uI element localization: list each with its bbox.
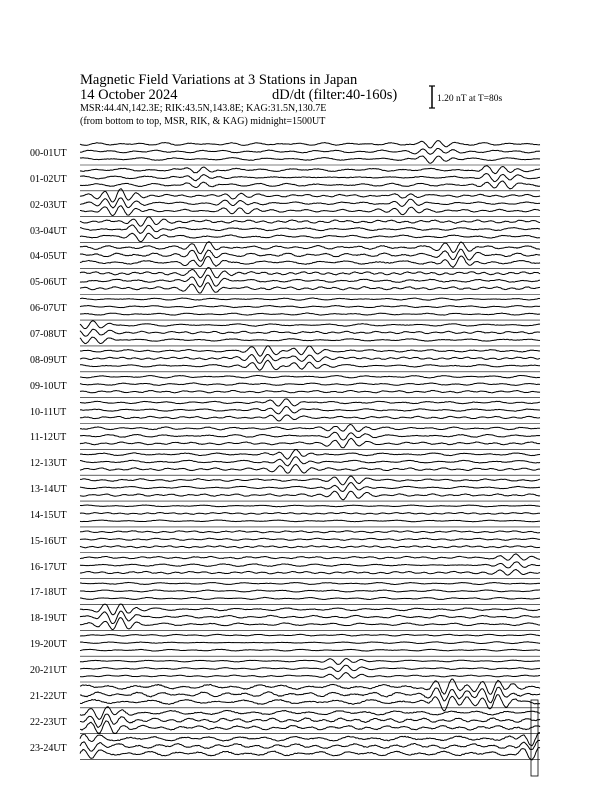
hour-label: 05-06UT [30,277,67,289]
trace-KAG-08-09UT [80,346,540,357]
hour-label: 21-22UT [30,690,67,702]
hour-label: 07-08UT [30,328,67,340]
station-order-note: (from bottom to top, MSR, RIK, & KAG) midnight=1500UT [80,116,326,127]
chart-quantity: dD/dt (filter:40-160s) [272,87,398,103]
trace-RIK-18-19UT [80,611,540,624]
trace-KAG-09-10UT [80,375,540,378]
trace-RIK-20-21UT [80,665,540,671]
trace-KAG-06-07UT [80,298,540,300]
trace-RIK-14-15UT [80,512,540,514]
trace-MSR-17-18UT [80,597,540,599]
hour-label: 12-13UT [30,458,67,470]
trace-KAG-05-06UT [80,268,540,278]
trace-MSR-21-22UT [80,695,540,711]
trace-MSR-19-20UT [80,649,540,651]
trace-MSR-16-17UT [80,569,540,575]
trace-RIK-09-10UT [80,383,540,386]
trace-MSR-14-15UT [80,520,540,522]
hour-label: 06-07UT [30,303,67,315]
trace-KAG-01-02UT [80,166,540,174]
trace-KAG-04-05UT [80,242,540,254]
trace-KAG-14-15UT [80,505,540,507]
trace-RIK-05-06UT [80,275,540,287]
trace-KAG-17-18UT [80,582,540,584]
trace-RIK-06-07UT [80,306,540,308]
hour-label: 17-18UT [30,587,67,599]
trace-RIK-15-16UT [80,538,540,540]
trace-KAG-15-16UT [80,531,540,533]
trace-KAG-16-17UT [80,554,540,560]
trace-MSR-07-08UT [80,337,540,343]
trace-MSR-01-02UT [80,181,540,189]
hour-label: 20-21UT [30,665,67,676]
trace-KAG-07-08UT [80,321,540,329]
hour-label: 08-09UT [30,354,67,366]
trace-KAG-21-22UT [80,679,540,694]
trace-RIK-17-18UT [80,590,540,592]
hour-label: 00-01UT [30,148,67,159]
trace-KAG-12-13UT [80,450,540,460]
hour-label: 10-11UT [30,406,67,418]
hour-label: 18-19UT [30,613,67,625]
trace-MSR-08-09UT [80,360,540,370]
trace-MSR-13-14UT [80,491,540,500]
trace-MSR-03-04UT [80,233,540,241]
hour-label: 19-20UT [30,639,67,651]
hour-label: 03-04UT [30,225,67,237]
trace-MSR-23-24UT [80,748,540,760]
trace-MSR-15-16UT [80,546,540,548]
hour-label: 16-17UT [30,561,67,573]
trace-RIK-10-11UT [80,406,540,413]
hour-label: 04-05UT [30,251,67,263]
chart-date: 14 October 2024 [80,87,178,103]
trace-RIK-03-04UT [80,225,540,233]
hour-label: 15-16UT [30,535,67,547]
trace-KAG-10-11UT [80,399,540,406]
trace-KAG-23-24UT [80,733,540,746]
trace-RIK-00-01UT [80,149,540,155]
trace-RIK-19-20UT [80,642,540,644]
hour-label: 11-12UT [30,432,67,444]
trace-MSR-04-05UT [80,256,540,267]
station-coordinates: MSR:44.4N,142.3E; RIK:43.5N,143.8E; KAG:31.5N,130.7E [80,103,327,114]
hour-label: 23-24UT [30,742,67,754]
trace-MSR-00-01UT [80,156,540,163]
trace-MSR-18-19UT [80,618,540,630]
hour-label: 22-23UT [30,716,67,728]
chart-title: Magnetic Field Variations at 3 Stations in Japan [80,72,358,88]
hour-label: 01-02UT [30,173,67,185]
hour-label: 13-14UT [30,484,67,496]
trace-KAG-13-14UT [80,476,540,485]
trace-KAG-11-12UT [80,424,540,431]
trace-KAG-00-01UT [80,141,540,148]
trace-RIK-11-12UT [80,432,540,440]
trace-KAG-19-20UT [80,634,540,636]
trace-MSR-02-03UT [80,206,540,216]
hour-label: 09-10UT [30,380,67,392]
trace-RIK-12-13UT [80,457,540,466]
scale-label: 1.20 nT at T=80s [437,94,503,104]
trace-KAG-22-23UT [80,707,540,720]
trace-MSR-11-12UT [80,438,540,447]
trace-MSR-06-07UT [80,313,540,315]
trace-RIK-07-08UT [80,329,540,336]
trace-KAG-03-04UT [80,217,540,227]
trace-RIK-01-02UT [80,174,540,182]
trace-MSR-22-23UT [80,721,540,734]
trace-MSR-09-10UT [80,390,540,393]
trace-RIK-02-03UT [80,198,540,208]
trace-MSR-20-21UT [80,673,540,680]
trace-RIK-16-17UT [80,562,540,568]
trace-RIK-23-24UT [80,740,540,751]
trace-KAG-18-19UT [80,604,540,615]
trace-MSR-05-06UT [80,283,540,293]
trace-RIK-13-14UT [80,483,540,492]
trace-KAG-20-21UT [80,659,540,665]
hour-label: 02-03UT [30,199,67,211]
hour-label: 14-15UT [30,509,67,521]
trace-RIK-22-23UT [80,714,540,727]
trace-MSR-10-11UT [80,415,540,421]
trace-MSR-12-13UT [80,464,540,473]
